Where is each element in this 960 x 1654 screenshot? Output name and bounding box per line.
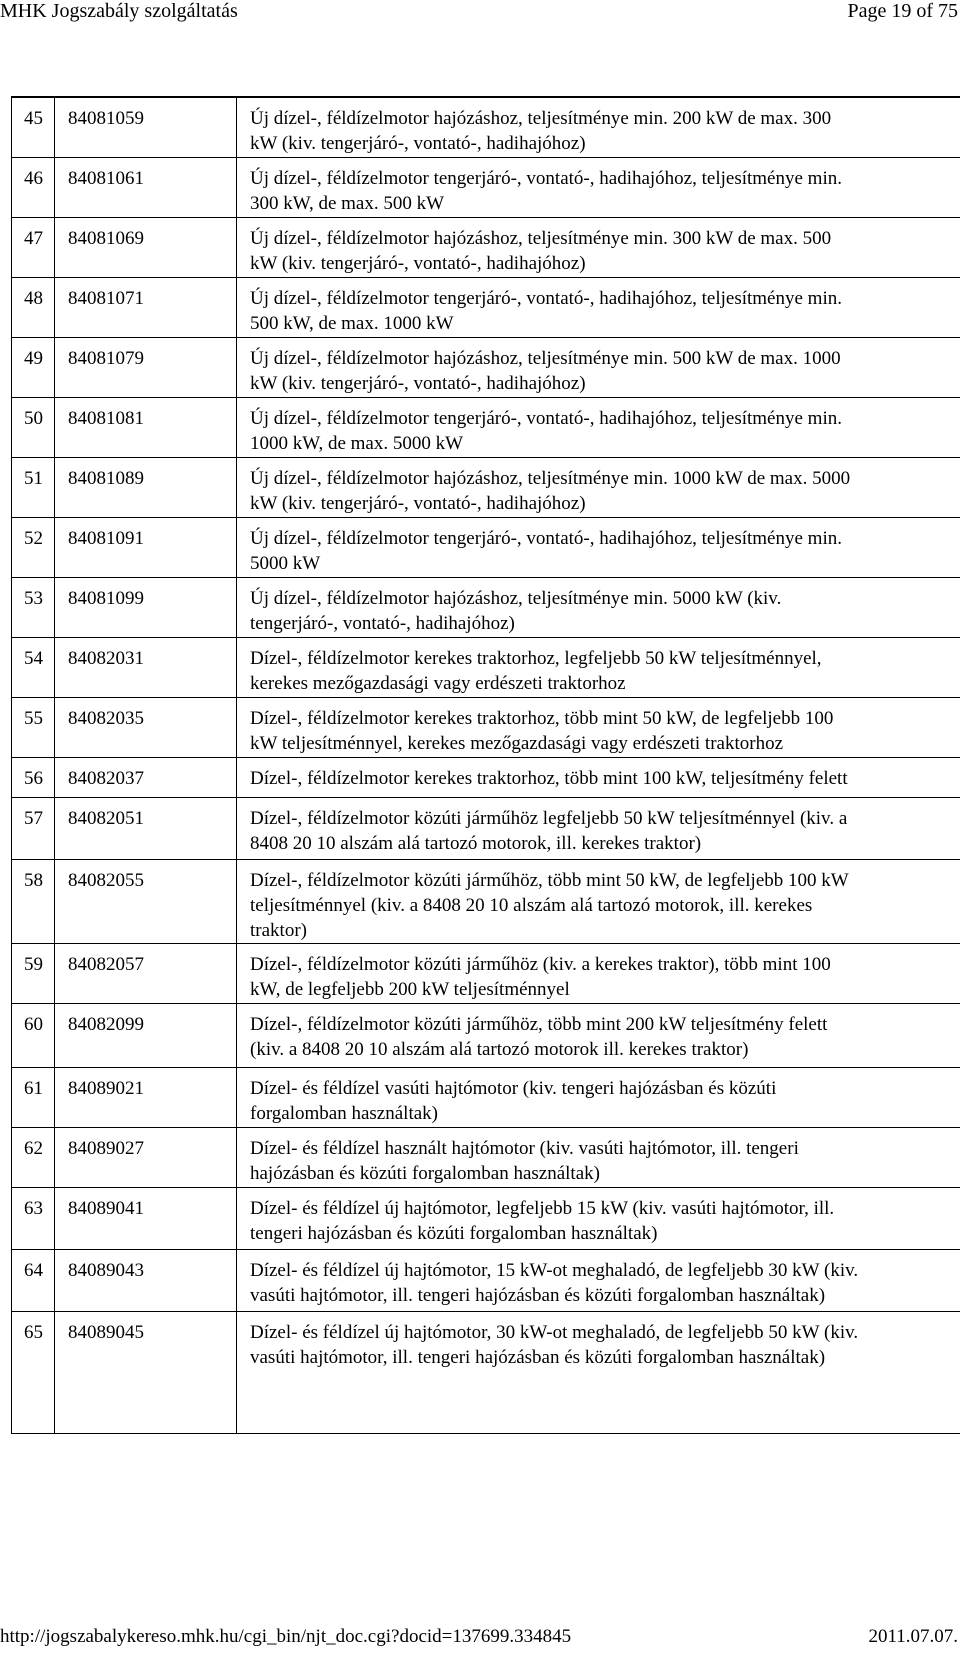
- row-number: 47: [24, 228, 43, 249]
- description-line: Dízel-, féldízelmotor kerekes traktorhoz, legfeljebb 50 kW teljesítménnyel,: [250, 648, 822, 669]
- site-title: MHK Jogszabály szolgáltatás: [0, 0, 238, 22]
- description-line: kW, de legfeljebb 200 kW teljesítménnyel: [250, 979, 570, 1000]
- table-row: [12, 1067, 960, 1128]
- tariff-code: 84081081: [68, 408, 144, 429]
- product-description: [250, 1258, 960, 1308]
- row-number: 54: [24, 648, 43, 669]
- table-row: [12, 397, 960, 458]
- tariff-code: 84089021: [68, 1078, 144, 1099]
- tariff-code: 84089041: [68, 1198, 144, 1219]
- row-number: 46: [24, 168, 43, 189]
- table-row: [12, 757, 960, 798]
- tariff-code: 84081099: [68, 588, 144, 609]
- product-description: [250, 766, 960, 791]
- product-description: [250, 226, 960, 276]
- row-number: 55: [24, 708, 43, 729]
- description-line: Dízel-, féldízelmotor közúti járműhöz, több mint 50 kW, de legfeljebb 100 kW: [250, 870, 849, 891]
- description-line: vasúti hajtómotor, ill. tengeri hajózásban és közúti forgalomban használtak): [250, 1347, 826, 1368]
- tariff-code: 84089043: [68, 1260, 144, 1281]
- tariff-code: 84082035: [68, 708, 144, 729]
- description-line: Új dízel-, féldízelmotor hajózáshoz, teljesítménye min. 500 kW de max. 1000: [250, 348, 841, 369]
- row-number: 45: [24, 108, 43, 129]
- tariff-code: 84081091: [68, 528, 144, 549]
- description-line: 5000 kW: [250, 553, 321, 574]
- description-line: Új dízel-, féldízelmotor tengerjáró-, vontató-, hadihajóhoz, teljesítménye min.: [250, 408, 842, 429]
- description-line: Új dízel-, féldízelmotor hajózáshoz, teljesítménye min. 200 kW de max. 300: [250, 108, 832, 129]
- table-row: [12, 157, 960, 218]
- product-description: [250, 952, 960, 1002]
- tariff-code: 84082099: [68, 1014, 144, 1035]
- table-row: [12, 1187, 960, 1250]
- description-line: Dízel- és féldízel használt hajtómotor (kiv. vasúti hajtómotor, ill. tengeri: [250, 1138, 799, 1159]
- description-line: tengeri hajózásban és közúti forgalomban használtak): [250, 1223, 658, 1244]
- product-description: [250, 1320, 960, 1370]
- row-number: 57: [24, 808, 43, 829]
- description-line: kerekes mezőgazdasági vagy erdészeti traktorhoz: [250, 673, 626, 694]
- table-row: [12, 1003, 960, 1068]
- tariff-code: 84081059: [68, 108, 144, 129]
- description-line: Dízel-, féldízelmotor közúti járműhöz, több mint 200 kW teljesítmény felett: [250, 1014, 828, 1035]
- tariff-table: [11, 96, 960, 1434]
- row-number: 50: [24, 408, 43, 429]
- description-line: kW (kiv. tengerjáró-, vontató-, hadihajóhoz): [250, 253, 586, 274]
- tariff-code: 84081079: [68, 348, 144, 369]
- row-number: 62: [24, 1138, 43, 1159]
- product-description: [250, 706, 960, 756]
- row-number: 56: [24, 768, 43, 789]
- tariff-code: 84082031: [68, 648, 144, 669]
- tariff-code: 84081089: [68, 468, 144, 489]
- description-line: Dízel-, féldízelmotor közúti járműhöz legfeljebb 50 kW teljesítménnyel (kiv. a: [250, 808, 848, 829]
- table-row: [12, 859, 960, 944]
- tariff-code: 84089027: [68, 1138, 144, 1159]
- table-row: [12, 797, 960, 860]
- description-line: kW teljesítménnyel, kerekes mezőgazdasági vagy erdészeti traktorhoz: [250, 733, 784, 754]
- description-line: kW (kiv. tengerjáró-, vontató-, hadihajóhoz): [250, 493, 586, 514]
- description-line: kW (kiv. tengerjáró-, vontató-, hadihajóhoz): [250, 133, 586, 154]
- table-row: [12, 277, 960, 338]
- table-row: [12, 517, 960, 578]
- description-line: tengerjáró-, vontató-, hadihajóhoz): [250, 613, 515, 634]
- description-line: Dízel-, féldízelmotor kerekes traktorhoz, több mint 50 kW, de legfeljebb 100: [250, 708, 834, 729]
- description-line: Dízel-, féldízelmotor kerekes traktorhoz, több mint 100 kW, teljesítmény felett: [250, 768, 848, 789]
- table-row: [12, 697, 960, 758]
- product-description: [250, 1196, 960, 1246]
- product-description: [250, 406, 960, 456]
- description-line: forgalomban használtak): [250, 1103, 438, 1124]
- description-line: 500 kW, de max. 1000 kW: [250, 313, 454, 334]
- product-description: [250, 586, 960, 636]
- product-description: [250, 286, 960, 336]
- description-line: Dízel- és féldízel vasúti hajtómotor (kiv. tengeri hajózásban és közúti: [250, 1078, 777, 1099]
- product-description: [250, 106, 960, 156]
- description-line: 8408 20 10 alszám alá tartozó motorok, ill. kerekes traktor): [250, 833, 702, 854]
- product-description: [250, 1076, 960, 1126]
- table-row: [12, 577, 960, 638]
- description-line: Új dízel-, féldízelmotor hajózáshoz, teljesítménye min. 5000 kW (kiv.: [250, 588, 782, 609]
- tariff-code: 84082057: [68, 954, 144, 975]
- product-description: [250, 806, 960, 856]
- table-row: [12, 337, 960, 398]
- row-number: 65: [24, 1322, 43, 1343]
- print-date: 2011.07.07.: [868, 1626, 958, 1647]
- tariff-code: 84081071: [68, 288, 144, 309]
- tariff-code: 84082051: [68, 808, 144, 829]
- description-line: kW (kiv. tengerjáró-, vontató-, hadihajóhoz): [250, 373, 586, 394]
- table-row: [12, 1127, 960, 1188]
- row-number: 61: [24, 1078, 43, 1099]
- product-description: [250, 346, 960, 396]
- row-number: 60: [24, 1014, 43, 1035]
- description-line: Új dízel-, féldízelmotor tengerjáró-, vontató-, hadihajóhoz, teljesítménye min.: [250, 168, 842, 189]
- row-number: 53: [24, 588, 43, 609]
- tariff-code: 84082055: [68, 870, 144, 891]
- source-url[interactable]: http://jogszabalykereso.mhk.hu/cgi_bin/njt_doc.cgi?docid=137699.334845: [0, 1626, 572, 1647]
- description-line: vasúti hajtómotor, ill. tengeri hajózásban és közúti forgalomban használtak): [250, 1285, 826, 1306]
- product-description: [250, 646, 960, 696]
- description-line: Új dízel-, féldízelmotor tengerjáró-, vontató-, hadihajóhoz, teljesítménye min.: [250, 288, 842, 309]
- description-line: Dízel- és féldízel új hajtómotor, 15 kW-ot meghaladó, de legfeljebb 30 kW (kiv.: [250, 1260, 859, 1281]
- table-row: [12, 637, 960, 698]
- table-row: [12, 97, 960, 158]
- description-line: 1000 kW, de max. 5000 kW: [250, 433, 464, 454]
- table-row: [12, 943, 960, 1004]
- description-line: Dízel- és féldízel új hajtómotor, legfeljebb 15 kW (kiv. vasúti hajtómotor, ill.: [250, 1198, 835, 1219]
- row-number: 49: [24, 348, 43, 369]
- tariff-code: 84081061: [68, 168, 144, 189]
- row-number: 59: [24, 954, 43, 975]
- product-description: [250, 868, 960, 943]
- product-description: [250, 526, 960, 576]
- description-line: 300 kW, de max. 500 kW: [250, 193, 445, 214]
- description-line: (kiv. a 8408 20 10 alszám alá tartozó motorok ill. kerekes traktor): [250, 1039, 749, 1060]
- product-description: [250, 466, 960, 516]
- tariff-code: 84081069: [68, 228, 144, 249]
- description-line: Új dízel-, féldízelmotor hajózáshoz, teljesítménye min. 300 kW de max. 500: [250, 228, 832, 249]
- table-row: [12, 1249, 960, 1312]
- description-line: hajózásban és közúti forgalomban használtak): [250, 1163, 600, 1184]
- table-row: [12, 1311, 960, 1434]
- description-line: Dízel-, féldízelmotor közúti járműhöz (kiv. a kerekes traktor), több mint 100: [250, 954, 831, 975]
- tariff-code: 84089045: [68, 1322, 144, 1343]
- row-number: 63: [24, 1198, 43, 1219]
- row-number: 58: [24, 870, 43, 891]
- row-number: 52: [24, 528, 43, 549]
- row-number: 48: [24, 288, 43, 309]
- description-line: teljesítménnyel (kiv. a 8408 20 10 alszám alá tartozó motorok, ill. kerekes: [250, 895, 813, 916]
- product-description: [250, 1012, 960, 1062]
- product-description: [250, 1136, 960, 1186]
- description-line: Új dízel-, féldízelmotor tengerjáró-, vontató-, hadihajóhoz, teljesítménye min.: [250, 528, 842, 549]
- description-line: Dízel- és féldízel új hajtómotor, 30 kW-ot meghaladó, de legfeljebb 50 kW (kiv.: [250, 1322, 859, 1343]
- table-row: [12, 217, 960, 278]
- description-line: traktor): [250, 920, 307, 941]
- table-row: [12, 457, 960, 518]
- row-number: 64: [24, 1260, 43, 1281]
- tariff-code: 84082037: [68, 768, 144, 789]
- row-number: 51: [24, 468, 43, 489]
- page-header: [0, 0, 960, 32]
- product-description: [250, 166, 960, 216]
- page-number: Page 19 of 75: [847, 0, 958, 22]
- page-footer: [0, 1626, 960, 1654]
- description-line: Új dízel-, féldízelmotor hajózáshoz, teljesítménye min. 1000 kW de max. 5000: [250, 468, 851, 489]
